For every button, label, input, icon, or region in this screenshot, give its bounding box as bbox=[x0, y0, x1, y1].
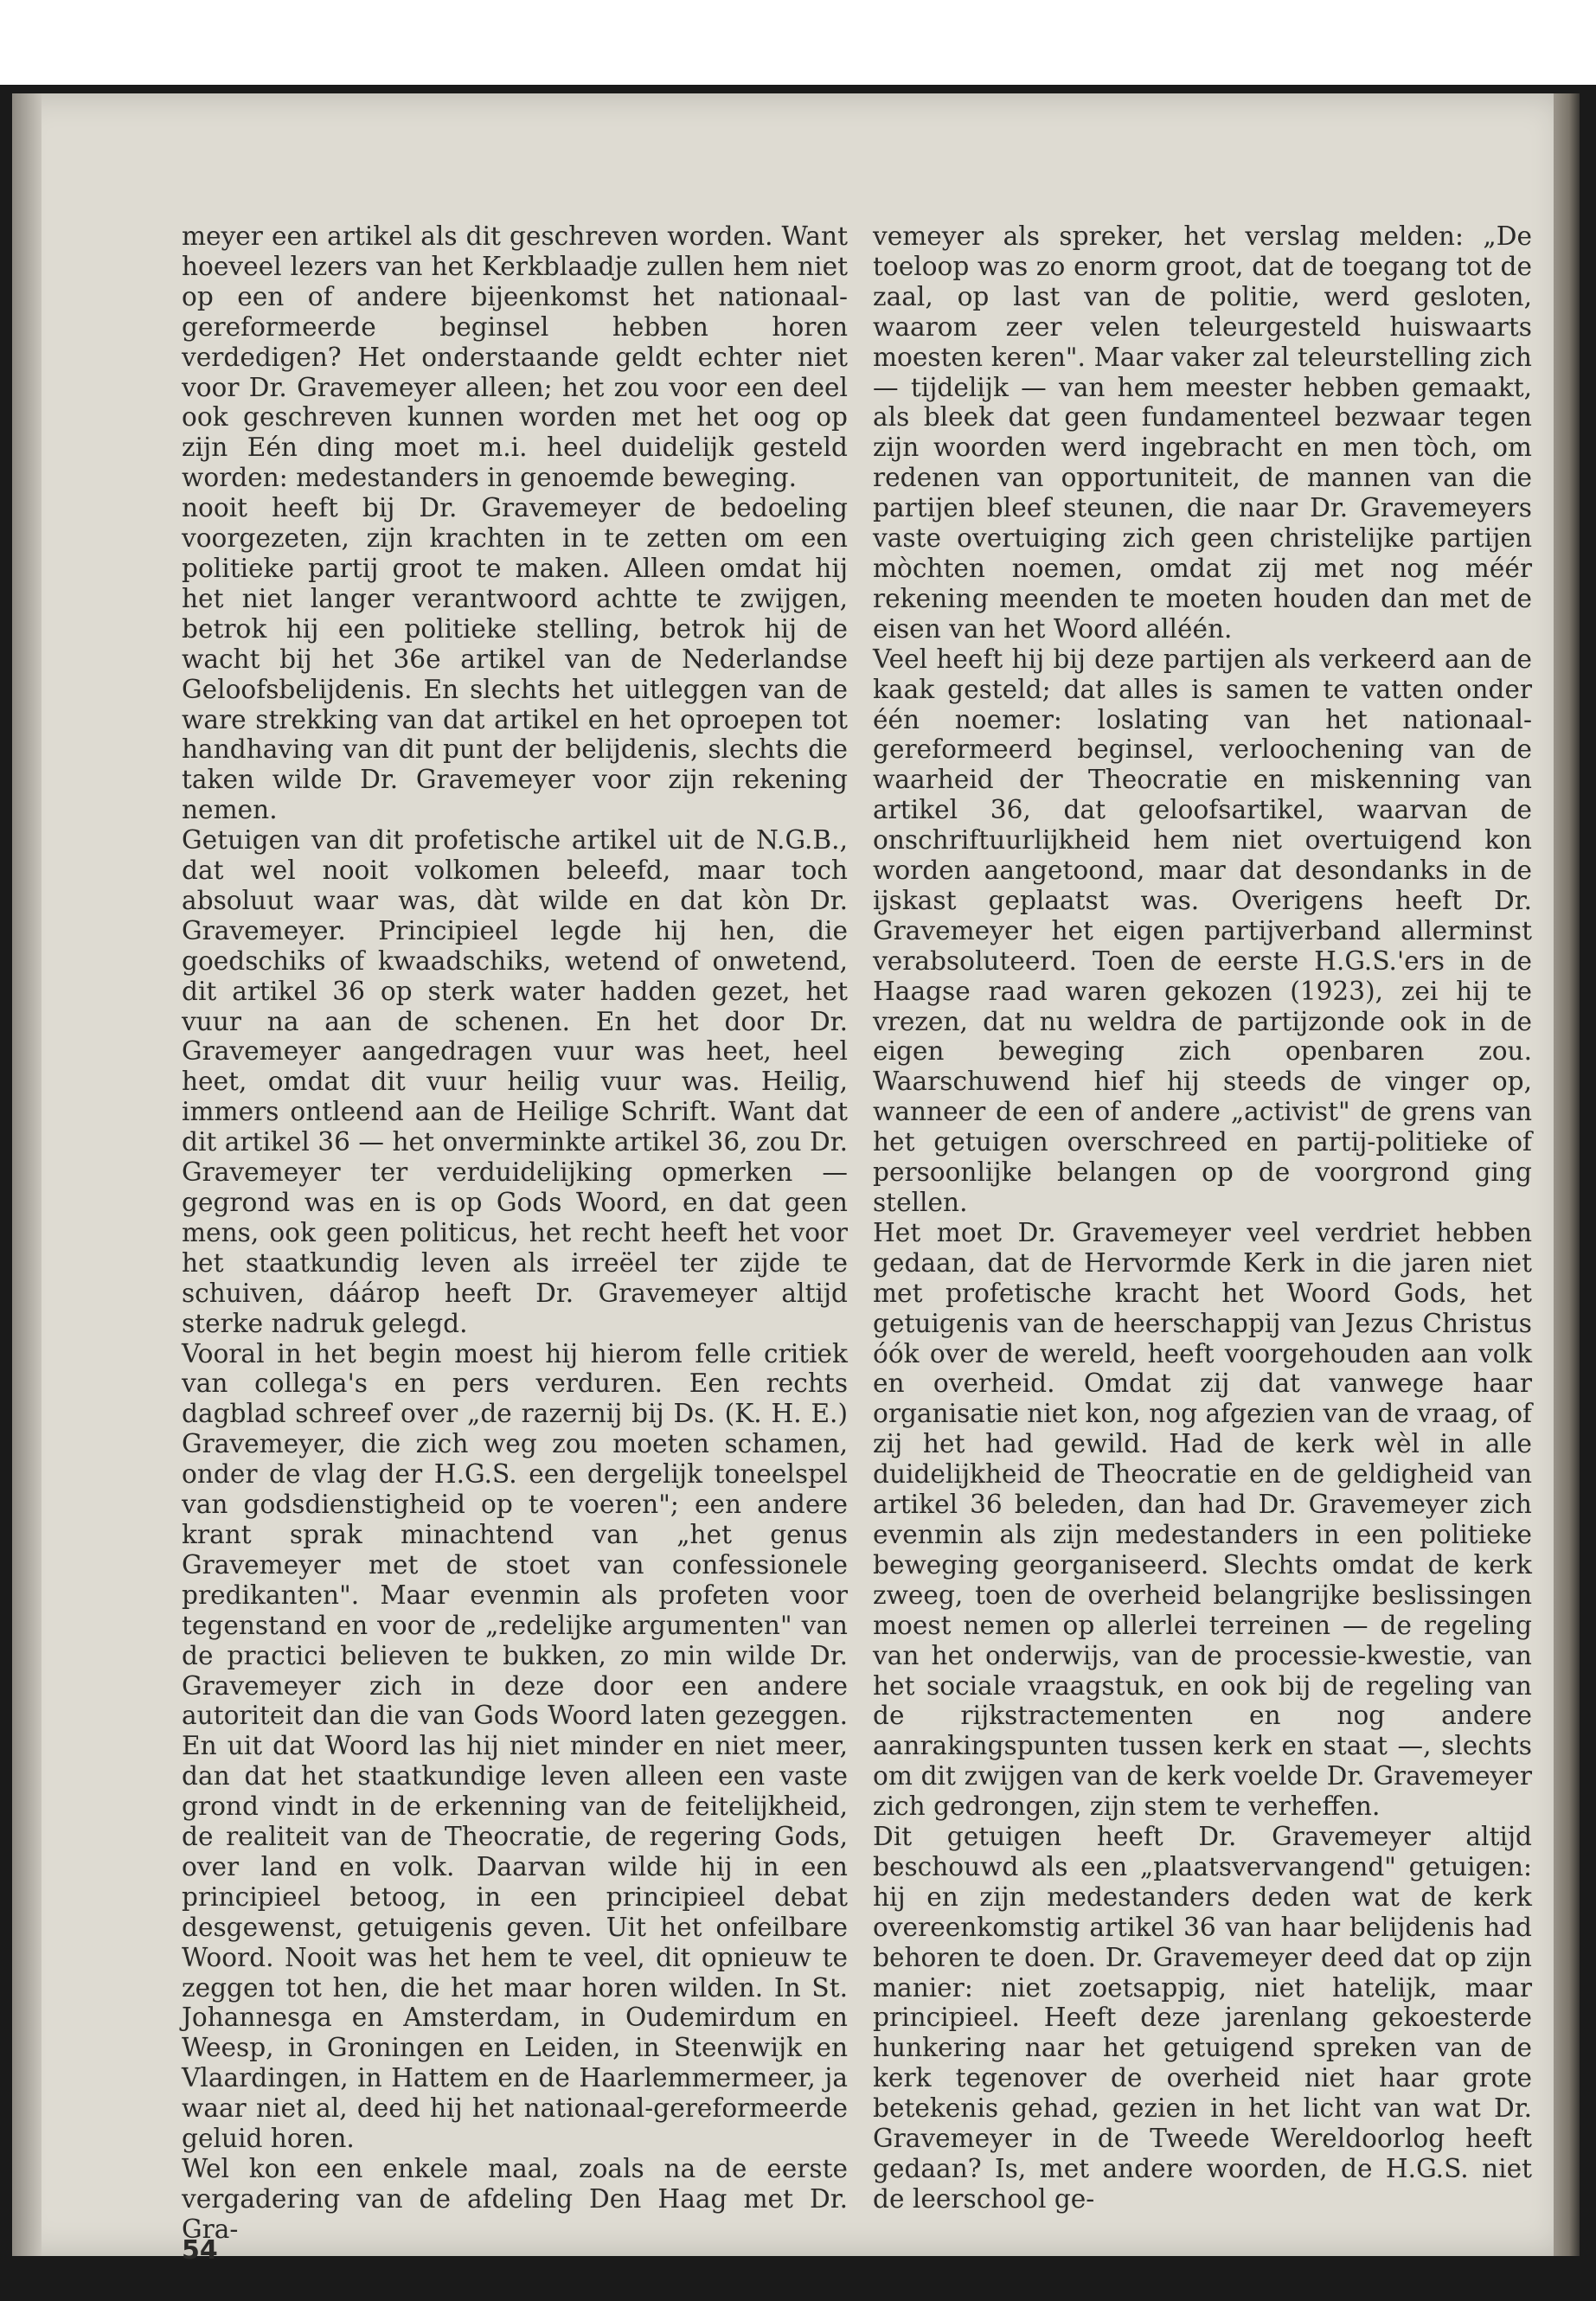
scan-background bbox=[0, 85, 1596, 2301]
left-paragraph: Wel kon een enkele maal, zoals na de eerste vergadering van de afdeling Den Haag met Dr. Gra- bbox=[182, 2154, 848, 2244]
right-paragraph: Het moet Dr. Gravemeyer veel verdriet hebben gedaan, dat de Hervormde Kerk in die jaren niet met profetische kracht het Woord Gods, het getuigenis van de heerschappij van Jezus Christus óók over de wereld, heeft voorgehouden aan volk en overheid. Omdat zij dat vanwege haar organisatie niet kon, nog afgezien van de vraag, of zij het had gewild. Had de kerk wèl in alle duidelijkheid de Theocratie en de geldigheid van artikel 36 beleden, dan had Dr. Gravemeyer zich evenmin als zijn medestanders in een politieke beweging georganiseerd. Slechts omdat de kerk zweeg, toen de overheid belangrijke beslissingen moest nemen op allerlei terreinen — de regeling van het onderwijs, van de processie-kwestie, van het sociale vraagstuk, en ook bij de regeling van de rijkstractementen en nog andere aanrakingspunten tussen kerk en staat —, slechts om dit zwijgen van de kerk voelde Dr. Gravemeyer zich gedrongen, zijn stem te verheffen. bbox=[873, 1217, 1532, 1822]
book-page bbox=[12, 93, 1565, 2266]
left-paragraph: Vooral in het begin moest hij hierom felle critiek van collega's en pers verduren. Een rechts dagblad schreef over „de razernij bij Ds. (K. H. E.) Gravemeyer, die zich weg zou moeten schamen, onder de vlag der H.G.S. een dergelijk toneelspel van godsdienstigheid op te voeren"; een andere krant sprak minachtend van „het genus Gravemeyer met de stoet van confessionele predikanten". Maar evenmin als profeten voor tegenstand en voor de „redelijke argumenten" van de practici believen te bukken, zo min wilde Dr. Gravemeyer zich in deze door een andere autoriteit dan die van Gods Woord laten gezeggen. En uit dat Woord las hij niet minder en niet meer, dan dat het staatkundige leven alleen een vaste grond vindt in de erkenning van de feitelijkheid, de realiteit van de Theocratie, de regering Gods, over land en volk. Daarvan wilde hij in een principieel betoog, in een principieel debat desgewenst, getuigenis geven. Uit het onfeilbare Woord. Nooit was het hem te veel, dit opnieuw te zeggen tot hen, die het maar horen wilden. In St. Johannesga en Amsterdam, in Oudemirdum en Weesp, in Groningen en Leiden, in Steenwijk en Vlaardingen, in Hattem en de Haarlemmermeer, ja waar niet al, deed hij het nationaal-gereformeerde geluid horen. bbox=[182, 1338, 848, 2154]
left-paragraph: nooit heeft bij Dr. Gravemeyer de bedoeling voorgezeten, zijn krachten in te zetten om een politieke partij groot te maken. Alleen omdat hij het niet langer verantwoord achtte te zwijgen, betrok hij een politieke stelling, betrok hij de wacht bij het 36e artikel van de Nederlandse Geloofsbelijdenis. En slechts het uitleggen van de ware strekking van dat artikel en het oproepen tot handhaving van dit punt der belijdenis, slechts die taken wilde Dr. Gravemeyer voor zijn rekening nemen. bbox=[182, 493, 848, 825]
left-column bbox=[182, 221, 848, 2245]
right-column bbox=[873, 221, 1532, 2214]
page-number: 54 bbox=[182, 2235, 218, 2266]
right-paragraph: vemeyer als spreker, het verslag melden: „De toeloop was zo enorm groot, dat de toegang tot de zaal, op last van de politie, werd gesloten, waarom zeer velen teleurgesteld huiswaarts moesten keren". Maar vaker zal teleurstelling zich — tijdelijk — van hem meester hebben gemaakt, als bleek dat geen fundamenteel bezwaar tegen zijn woorden werd ingebracht en men tòch, om redenen van opportuniteit, de mannen van die partijen bleef steunen, die naar Dr. Gravemeyers vaste overtuiging zich geen christelijke partijen mòchten noemen, omdat zij met nog méér rekening meenden te moeten houden dan met de eisen van het Woord alléén. bbox=[873, 221, 1532, 644]
left-paragraph: meyer een artikel als dit geschreven worden. Want hoeveel lezers van het Kerkblaadje zullen hem niet op een of andere bijeenkomst het nationaal-gereformeerde beginsel hebben horen verdedigen? Het onderstaande geldt echter niet voor Dr. Gravemeyer alleen; het zou voor een deel ook geschreven kunnen worden met het oog op zijn Eén ding moet m.i. heel duidelijk gesteld worden: medestanders in genoemde beweging. bbox=[182, 221, 848, 493]
page-left-edge bbox=[12, 93, 42, 2256]
right-paragraph: Dit getuigen heeft Dr. Gravemeyer altijd beschouwd als een „plaatsvervangend" getuigen: hij en zijn medestanders deden wat de kerk overeenkomstig artikel 36 van haar belijdenis had behoren te doen. Dr. Gravemeyer deed dat op zijn manier: niet zoetsappig, niet hatelijk, maar principieel. Heeft deze jarenlang gekoesterde hunkering naar het getuigend spreken van de kerk tegenover de overheid niet haar grote betekenis gehad, gezien in het licht van wat Dr. Gravemeyer in de Tweede Wereldoorlog heeft gedaan? Is, met andere woorden, de H.G.S. niet de leerschool ge- bbox=[873, 1822, 1532, 2214]
page-binding-edge bbox=[1554, 93, 1580, 2256]
right-paragraph: Veel heeft hij bij deze partijen als verkeerd aan de kaak gesteld; dat alles is samen te vatten onder één noemer: loslating van het nationaal-gereformeerd beginsel, verloochening van de waarheid der Theocratie en miskenning van artikel 36, dat geloofsartikel, waarvan de onschriftuurlijkheid hem niet overtuigend kon worden aangetoond, maar dat desondanks in de ijskast geplaatst was. Overigens heeft Dr. Gravemeyer het eigen partijverband allerminst verabsoluteerd. Toen de eerste H.G.S.'ers in de Haagse raad waren gekozen (1923), zei hij te vrezen, dat nu weldra de partijzonde ook in de eigen beweging zich openbaren zou. Waarschuwend hief hij steeds de vinger op, wanneer de een of andere „activist" de grens van het getuigen overschreed en partij-politieke of persoonlijke belangen op de voorgrond ging stellen. bbox=[873, 644, 1532, 1217]
left-paragraph: Getuigen van dit profetische artikel uit de N.G.B., dat wel nooit volkomen beleefd, maar toch absoluut waar was, dàt wilde en dat kòn Dr. Gravemeyer. Principieel legde hij hen, die goedschiks of kwaadschiks, wetend of onwetend, dit artikel 36 op sterk water hadden gezet, het vuur na aan de schenen. En het door Dr. Gravemeyer aangedragen vuur was heet, heel heet, omdat dit vuur heilig vuur was. Heilig, immers ontleend aan de Heilige Schrift. Want dat dit artikel 36 — het onverminkte artikel 36, zou Dr. Gravemeyer ter verduidelijking opmerken — gegrond was en is op Gods Woord, en dat geen mens, ook geen politicus, het recht heeft het voor het staatkundig leven als irreëel ter zijde te schuiven, dáárop heeft Dr. Gravemeyer altijd sterke nadruk gelegd. bbox=[182, 825, 848, 1338]
